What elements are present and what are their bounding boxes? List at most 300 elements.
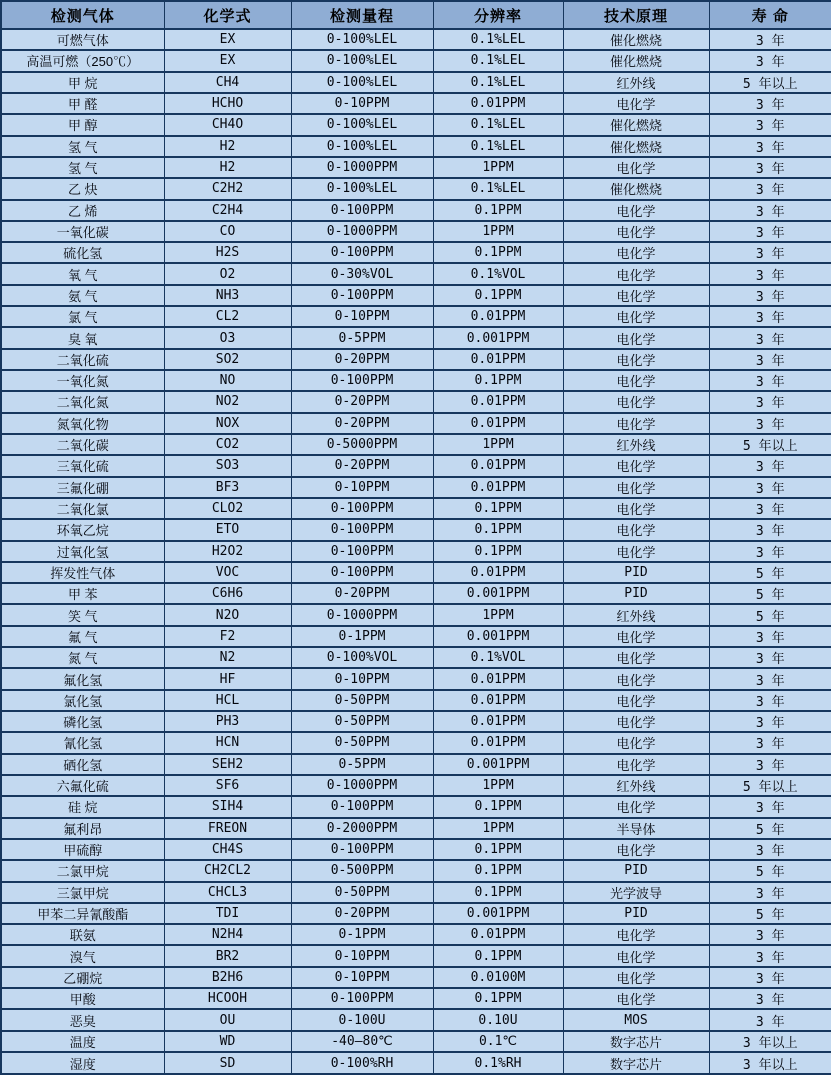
table-cell: C2H2: [164, 178, 291, 199]
table-row: [1, 818, 831, 839]
table-cell: 0-100%LEL: [291, 72, 433, 93]
table-cell: 电化学: [563, 327, 709, 348]
table-cell: 二氧化氯: [1, 498, 164, 519]
table-cell: HCOOH: [164, 988, 291, 1009]
table-cell: 挥发性气体: [1, 562, 164, 583]
table-cell: SO3: [164, 455, 291, 476]
table-cell: 电化学: [563, 945, 709, 966]
table-cell: 5 年: [709, 583, 831, 604]
table-row: [1, 541, 831, 562]
table-cell: 电化学: [563, 626, 709, 647]
table-cell: 电化学: [563, 988, 709, 1009]
table-cell: CLO2: [164, 498, 291, 519]
table-cell: 3 年: [709, 413, 831, 434]
table-cell: 1PPM: [433, 434, 563, 455]
table-cell: 0-500PPM: [291, 860, 433, 881]
table-cell: 0.1%VOL: [433, 263, 563, 284]
table-cell: 0-20PPM: [291, 391, 433, 412]
table-cell: 高温可燃（250℃）: [1, 50, 164, 71]
table-cell: 0.001PPM: [433, 327, 563, 348]
table-cell: 0-100%LEL: [291, 136, 433, 157]
table-cell: 0.001PPM: [433, 583, 563, 604]
table-cell: SO2: [164, 349, 291, 370]
table-cell: 0.0100M: [433, 967, 563, 988]
table-row: [1, 519, 831, 540]
table-cell: 六氟化硫: [1, 775, 164, 796]
table-row: [1, 391, 831, 412]
table-cell: 电化学: [563, 306, 709, 327]
table-cell: 0.01PPM: [433, 690, 563, 711]
table-cell: 3 年: [709, 732, 831, 753]
table-cell: SD: [164, 1052, 291, 1074]
table-cell: 二氯甲烷: [1, 860, 164, 881]
table-cell: 3 年: [709, 455, 831, 476]
table-cell: 3 年: [709, 498, 831, 519]
table-cell: 3 年以上: [709, 1052, 831, 1074]
table-cell: BR2: [164, 945, 291, 966]
table-cell: PID: [563, 562, 709, 583]
table-cell: 3 年: [709, 839, 831, 860]
table-cell: 电化学: [563, 519, 709, 540]
table-cell: 氟利昂: [1, 818, 164, 839]
table-cell: 3 年: [709, 136, 831, 157]
table-cell: 催化燃烧: [563, 114, 709, 135]
table-cell: 5 年: [709, 562, 831, 583]
table-cell: 可燃气体: [1, 29, 164, 50]
table-cell: 5 年: [709, 818, 831, 839]
table-cell: 0-100PPM: [291, 541, 433, 562]
table-cell: PID: [563, 860, 709, 881]
table-cell: 0.01PPM: [433, 477, 563, 498]
table-cell: CL2: [164, 306, 291, 327]
table-cell: 0.1PPM: [433, 370, 563, 391]
table-row: [1, 626, 831, 647]
table-cell: 一氧化碳: [1, 221, 164, 242]
table-cell: 0.1%LEL: [433, 136, 563, 157]
column-header-1: 化学式: [164, 1, 291, 29]
table-cell: 乙硼烷: [1, 967, 164, 988]
table-cell: 0.1%RH: [433, 1052, 563, 1074]
table-cell: 3 年: [709, 93, 831, 114]
table-cell: 温度: [1, 1031, 164, 1052]
table-cell: 二氧化氮: [1, 391, 164, 412]
table-body: [1, 29, 831, 1074]
table-cell: 0.01PPM: [433, 391, 563, 412]
table-row: [1, 477, 831, 498]
table-cell: 5 年: [709, 903, 831, 924]
table-cell: 0-10PPM: [291, 668, 433, 689]
table-cell: 甲硫醇: [1, 839, 164, 860]
table-cell: 电化学: [563, 839, 709, 860]
table-cell: 甲 醛: [1, 93, 164, 114]
table-cell: 3 年: [709, 967, 831, 988]
table-cell: 0-100PPM: [291, 562, 433, 583]
column-header-2: 检测量程: [291, 1, 433, 29]
table-row: [1, 711, 831, 732]
table-row: [1, 327, 831, 348]
table-cell: 0.001PPM: [433, 626, 563, 647]
table-cell: 0.01PPM: [433, 711, 563, 732]
table-cell: SIH4: [164, 796, 291, 817]
table-cell: 0-1000PPM: [291, 157, 433, 178]
table-cell: F2: [164, 626, 291, 647]
table-cell: 5 年: [709, 604, 831, 625]
table-cell: 5 年以上: [709, 775, 831, 796]
table-cell: 电化学: [563, 157, 709, 178]
table-cell: 3 年: [709, 370, 831, 391]
table-row: [1, 988, 831, 1009]
table-row: [1, 349, 831, 370]
table-row: [1, 604, 831, 625]
table-cell: OU: [164, 1009, 291, 1030]
table-cell: 氮 气: [1, 647, 164, 668]
table-cell: 0-100PPM: [291, 200, 433, 221]
table-cell: 磷化氢: [1, 711, 164, 732]
table-cell: 0-100%LEL: [291, 29, 433, 50]
table-cell: 0.1%LEL: [433, 72, 563, 93]
table-row: [1, 136, 831, 157]
table-cell: 3 年: [709, 327, 831, 348]
table-cell: 过氧化氢: [1, 541, 164, 562]
table-cell: 0-10PPM: [291, 967, 433, 988]
table-row: [1, 903, 831, 924]
column-header-5: 寿 命: [709, 1, 831, 29]
table-cell: 电化学: [563, 349, 709, 370]
table-cell: 0-50PPM: [291, 690, 433, 711]
table-cell: 0.01PPM: [433, 93, 563, 114]
table-cell: 湿度: [1, 1052, 164, 1074]
table-cell: 3 年: [709, 945, 831, 966]
table-cell: 臭 氧: [1, 327, 164, 348]
table-cell: 3 年: [709, 754, 831, 775]
table-cell: HCL: [164, 690, 291, 711]
table-cell: 1PPM: [433, 221, 563, 242]
table-cell: 0.1PPM: [433, 945, 563, 966]
table-cell: 0-100%VOL: [291, 647, 433, 668]
table-cell: 0-100PPM: [291, 498, 433, 519]
table-cell: 3 年以上: [709, 1031, 831, 1052]
table-row: [1, 967, 831, 988]
table-cell: 0-100%LEL: [291, 50, 433, 71]
table-cell: 3 年: [709, 1009, 831, 1030]
table-cell: 电化学: [563, 242, 709, 263]
table-row: [1, 1031, 831, 1052]
table-cell: 0.01PPM: [433, 349, 563, 370]
table-cell: 3 年: [709, 242, 831, 263]
table-row: [1, 200, 831, 221]
table-cell: 0-100PPM: [291, 839, 433, 860]
table-cell: 氮氧化物: [1, 413, 164, 434]
table-cell: N2O: [164, 604, 291, 625]
table-cell: 3 年: [709, 200, 831, 221]
table-cell: 电化学: [563, 668, 709, 689]
table-cell: 3 年: [709, 711, 831, 732]
table-cell: 电化学: [563, 498, 709, 519]
table-cell: 甲 烷: [1, 72, 164, 93]
table-cell: 红外线: [563, 775, 709, 796]
table-cell: 0-30%VOL: [291, 263, 433, 284]
table-cell: 二氧化碳: [1, 434, 164, 455]
table-cell: 3 年: [709, 988, 831, 1009]
table-cell: 3 年: [709, 796, 831, 817]
table-row: [1, 29, 831, 50]
table-cell: 0.1PPM: [433, 541, 563, 562]
table-cell: 0-20PPM: [291, 413, 433, 434]
table-cell: 0-100%RH: [291, 1052, 433, 1074]
table-cell: 0.01PPM: [433, 306, 563, 327]
table-cell: NO2: [164, 391, 291, 412]
table-cell: 0-1PPM: [291, 924, 433, 945]
table-cell: 电化学: [563, 221, 709, 242]
table-cell: 3 年: [709, 647, 831, 668]
table-cell: HF: [164, 668, 291, 689]
table-row: [1, 221, 831, 242]
table-cell: 环氧乙烷: [1, 519, 164, 540]
table-cell: CH4O: [164, 114, 291, 135]
table-cell: 0-10PPM: [291, 93, 433, 114]
table-cell: 0.1PPM: [433, 839, 563, 860]
table-cell: 硒化氢: [1, 754, 164, 775]
table-row: [1, 860, 831, 881]
table-cell: 0-20PPM: [291, 583, 433, 604]
table-row: [1, 668, 831, 689]
table-cell: 电化学: [563, 796, 709, 817]
table-cell: 3 年: [709, 178, 831, 199]
table-cell: 氯 气: [1, 306, 164, 327]
table-cell: 氯化氢: [1, 690, 164, 711]
table-cell: 电化学: [563, 263, 709, 284]
table-row: [1, 1052, 831, 1074]
table-cell: 0-10PPM: [291, 477, 433, 498]
table-row: [1, 370, 831, 391]
table-cell: 0-50PPM: [291, 711, 433, 732]
table-cell: 3 年: [709, 306, 831, 327]
table-cell: 电化学: [563, 455, 709, 476]
table-cell: 溴气: [1, 945, 164, 966]
table-cell: N2: [164, 647, 291, 668]
table-cell: BF3: [164, 477, 291, 498]
table-cell: ETO: [164, 519, 291, 540]
table-cell: 0.1PPM: [433, 519, 563, 540]
table-cell: 0-50PPM: [291, 882, 433, 903]
table-cell: N2H4: [164, 924, 291, 945]
table-cell: 3 年: [709, 690, 831, 711]
table-cell: WD: [164, 1031, 291, 1052]
table-cell: 甲苯二异氰酸酯: [1, 903, 164, 924]
table-cell: B2H6: [164, 967, 291, 988]
table-cell: MOS: [563, 1009, 709, 1030]
table-row: [1, 114, 831, 135]
column-header-4: 技术原理: [563, 1, 709, 29]
column-header-3: 分辨率: [433, 1, 563, 29]
table-cell: 0.1PPM: [433, 882, 563, 903]
table-cell: 笑 气: [1, 604, 164, 625]
table-cell: 0-2000PPM: [291, 818, 433, 839]
table-cell: 0.10U: [433, 1009, 563, 1030]
table-cell: 催化燃烧: [563, 29, 709, 50]
table-cell: 氢 气: [1, 136, 164, 157]
table-cell: 0.1%VOL: [433, 647, 563, 668]
table-cell: 光学波导: [563, 882, 709, 903]
table-row: [1, 732, 831, 753]
table-cell: 电化学: [563, 541, 709, 562]
table-row: [1, 263, 831, 284]
table-cell: EX: [164, 29, 291, 50]
table-cell: 0-100PPM: [291, 242, 433, 263]
table-cell: 0-5PPM: [291, 327, 433, 348]
table-cell: 0-20PPM: [291, 349, 433, 370]
table-cell: 氢 气: [1, 157, 164, 178]
table-row: [1, 924, 831, 945]
table-cell: 电化学: [563, 924, 709, 945]
table-cell: 红外线: [563, 72, 709, 93]
table-cell: 电化学: [563, 391, 709, 412]
table-cell: 0.1%LEL: [433, 114, 563, 135]
table-cell: 红外线: [563, 434, 709, 455]
table-cell: H2S: [164, 242, 291, 263]
table-cell: PID: [563, 583, 709, 604]
table-cell: 电化学: [563, 200, 709, 221]
table-cell: 3 年: [709, 626, 831, 647]
table-cell: TDI: [164, 903, 291, 924]
table-row: [1, 413, 831, 434]
header-row: [1, 1, 831, 29]
table-cell: 0.01PPM: [433, 562, 563, 583]
table-cell: 电化学: [563, 690, 709, 711]
table-row: [1, 775, 831, 796]
table-cell: 电化学: [563, 93, 709, 114]
table-cell: 0-20PPM: [291, 903, 433, 924]
table-cell: 0-100PPM: [291, 796, 433, 817]
table-cell: 0-100U: [291, 1009, 433, 1030]
table-row: [1, 498, 831, 519]
table-cell: 甲 醇: [1, 114, 164, 135]
table-cell: 0.1PPM: [433, 796, 563, 817]
table-cell: 0-20PPM: [291, 455, 433, 476]
table-row: [1, 178, 831, 199]
table-cell: 三氟化硼: [1, 477, 164, 498]
table-cell: 电化学: [563, 732, 709, 753]
table-cell: 红外线: [563, 604, 709, 625]
table-cell: -40—80℃: [291, 1031, 433, 1052]
table-row: [1, 1009, 831, 1030]
table-cell: 电化学: [563, 647, 709, 668]
table-cell: O2: [164, 263, 291, 284]
table-cell: CH4: [164, 72, 291, 93]
table-cell: 电化学: [563, 370, 709, 391]
table-cell: 0.1PPM: [433, 988, 563, 1009]
table-cell: 0.1PPM: [433, 498, 563, 519]
table-cell: 氨 气: [1, 285, 164, 306]
table-cell: CO: [164, 221, 291, 242]
table-cell: 氰化氢: [1, 732, 164, 753]
table-cell: 乙 烯: [1, 200, 164, 221]
table-cell: 0.01PPM: [433, 668, 563, 689]
table-cell: 甲酸: [1, 988, 164, 1009]
table-cell: SF6: [164, 775, 291, 796]
table-cell: 0-10PPM: [291, 306, 433, 327]
table-cell: 0.1PPM: [433, 285, 563, 306]
table-row: [1, 882, 831, 903]
table-cell: NH3: [164, 285, 291, 306]
table-row: [1, 242, 831, 263]
table-cell: 二氧化硫: [1, 349, 164, 370]
table-row: [1, 455, 831, 476]
table-cell: 0-100%LEL: [291, 178, 433, 199]
table-cell: 0-100PPM: [291, 370, 433, 391]
table-row: [1, 50, 831, 71]
table-cell: 0-1PPM: [291, 626, 433, 647]
table-cell: 3 年: [709, 221, 831, 242]
table-cell: 0-1000PPM: [291, 604, 433, 625]
table-row: [1, 562, 831, 583]
table-row: [1, 72, 831, 93]
table-cell: C6H6: [164, 583, 291, 604]
table-cell: 0.001PPM: [433, 903, 563, 924]
table-cell: 一氧化氮: [1, 370, 164, 391]
table-cell: 氧 气: [1, 263, 164, 284]
table-cell: 0-100PPM: [291, 988, 433, 1009]
table-cell: 0.1PPM: [433, 242, 563, 263]
table-cell: CO2: [164, 434, 291, 455]
table-cell: 0.01PPM: [433, 924, 563, 945]
table-cell: 0-100PPM: [291, 285, 433, 306]
table-cell: 3 年: [709, 157, 831, 178]
table-row: [1, 647, 831, 668]
table-cell: 氟 气: [1, 626, 164, 647]
table-cell: NO: [164, 370, 291, 391]
table-cell: 0.1℃: [433, 1031, 563, 1052]
table-cell: CH4S: [164, 839, 291, 860]
table-cell: 硅 烷: [1, 796, 164, 817]
table-cell: NOX: [164, 413, 291, 434]
table-row: [1, 796, 831, 817]
table-row: [1, 306, 831, 327]
table-cell: SEH2: [164, 754, 291, 775]
table-header: [1, 1, 831, 29]
table-cell: 电化学: [563, 477, 709, 498]
table-cell: H2O2: [164, 541, 291, 562]
table-cell: 催化燃烧: [563, 178, 709, 199]
table-cell: 0-100%LEL: [291, 114, 433, 135]
table-cell: 3 年: [709, 29, 831, 50]
table-row: [1, 434, 831, 455]
table-cell: 0-1000PPM: [291, 775, 433, 796]
table-cell: 数字芯片: [563, 1031, 709, 1052]
table-cell: 1PPM: [433, 604, 563, 625]
table-row: [1, 583, 831, 604]
table-cell: 三氧化硫: [1, 455, 164, 476]
table-cell: 3 年: [709, 668, 831, 689]
table-cell: 电化学: [563, 711, 709, 732]
table-cell: 3 年: [709, 391, 831, 412]
table-cell: 0.001PPM: [433, 754, 563, 775]
table-cell: 3 年: [709, 50, 831, 71]
table-cell: 电化学: [563, 967, 709, 988]
table-cell: 0.1%LEL: [433, 29, 563, 50]
table-cell: 3 年: [709, 285, 831, 306]
table-cell: FREON: [164, 818, 291, 839]
table-cell: 三氯甲烷: [1, 882, 164, 903]
table-cell: 硫化氢: [1, 242, 164, 263]
table-cell: 0.01PPM: [433, 732, 563, 753]
table-cell: 0-1000PPM: [291, 221, 433, 242]
table-row: [1, 157, 831, 178]
table-cell: 电化学: [563, 413, 709, 434]
column-header-0: 检测气体: [1, 1, 164, 29]
table-cell: 0.1PPM: [433, 860, 563, 881]
table-cell: 0-5PPM: [291, 754, 433, 775]
